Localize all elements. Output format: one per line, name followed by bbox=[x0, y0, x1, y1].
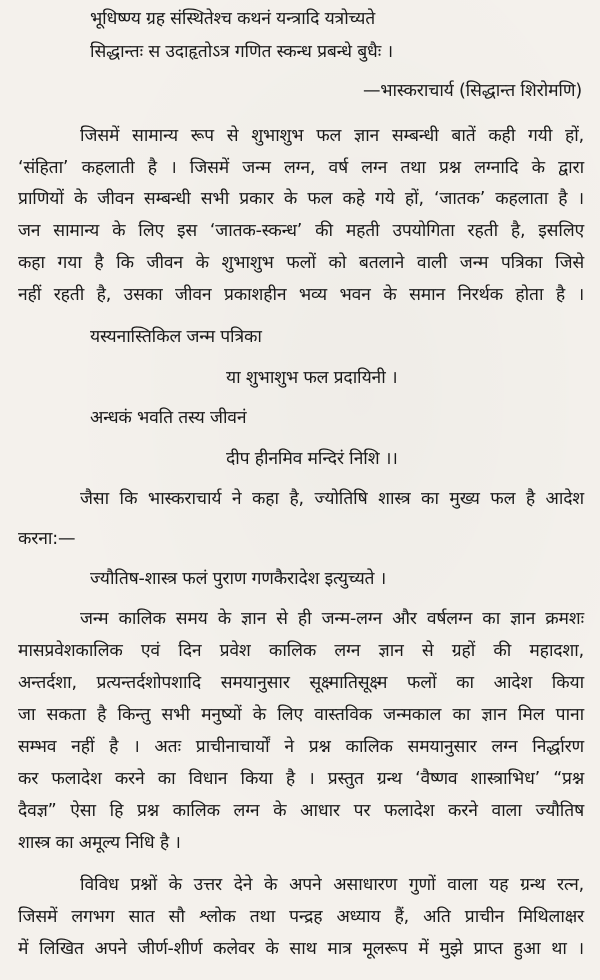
paragraph-3-line-5: सम्भव नहीं है । अतः प्राचीनाचार्यों ने प्रश्न कालिक समयानुसार लग्न निर्द्धारण bbox=[18, 737, 584, 757]
paragraph-4-line-3: में लिखित अपने जीर्ण-शीर्ण कलेवर के साथ मात्र मूलरूप में मुझे प्राप्त हुआ था । bbox=[18, 939, 584, 959]
paragraph-1-line-6: नहीं रहती है, उसका जीवन प्रकाशहीन भव्य भवन के समान निरर्थक होता है । bbox=[18, 285, 584, 305]
paragraph-3-line-2: मासप्रवेशकालिक एवं दिन प्रवेश कालिक लग्न ज्ञान से ग्रहों की महादशा, bbox=[18, 641, 584, 661]
opening-verse-line-1: भूधिष्ण्य ग्रह संस्थितेश्च कथनं यन्त्रादि यत्रोच्यते bbox=[90, 9, 375, 29]
second-verse-line-3: अन्धकं भवति तस्य जीवनं bbox=[90, 408, 247, 428]
paragraph-2-line-2: करना:— bbox=[18, 529, 76, 549]
paragraph-1-line-2: ‘संहिता’ कहलाती है । जिसमें जन्म लग्न, वर्ष लग्न तथा प्रश्न लग्नादि के द्वारा bbox=[18, 158, 584, 178]
second-verse-line-1: यस्यनास्तिकिल जन्म पत्रिका bbox=[90, 327, 262, 347]
paragraph-1-line-1: जिसमें सामान्य रूप से शुभाशुभ फल ज्ञान सम्बन्धी बातें कही गयी हों, bbox=[80, 126, 584, 146]
paragraph-3-line-6: कर फलादेश करने का विधान किया है । प्रस्तुत ग्रन्थ ‘वैष्णव शास्त्राभिध’ “प्रश्न bbox=[18, 769, 584, 789]
paragraph-2-line-1: जैसा कि भास्कराचार्य ने कहा है, ज्योतिषि शास्त्र का मुख्य फल है आदेश bbox=[80, 489, 584, 509]
verse-attribution: —भास्कराचार्य (सिद्धान्त शिरोमणि) bbox=[362, 81, 582, 101]
paragraph-3-line-4: जा सकता है किन्तु सभी मनुष्यों के लिए वास्तविक जन्मकाल का ज्ञान मिल पाना bbox=[18, 705, 584, 725]
paragraph-1-line-3: प्राणियों के जीवन सम्बन्धी सभी प्रकार के फल कहे गये हों, ‘जातक’ कहलाता है । bbox=[18, 189, 584, 209]
quoted-verse: ज्यौतिष-शास्त्र फलं पुराण गणकैरादेश इत्युच्यते । bbox=[90, 569, 387, 589]
paragraph-3-line-3: अन्तर्दशा, प्रत्यन्तर्दशोपशादि समयानुसार सूक्ष्मातिसूक्ष्म फलों का आदेश किया bbox=[18, 673, 584, 693]
paragraph-3-line-1: जन्म कालिक समय के ज्ञान से ही जन्म-लग्न और वर्षलग्न का ज्ञान क्रमशः bbox=[80, 609, 584, 629]
paragraph-1-line-5: कहा गया है कि जीवन के शुभाशुभ फलों को बतलाने वाली जन्म पत्रिका जिसे bbox=[18, 253, 584, 273]
second-verse-line-2: या शुभाशुभ फल प्रदायिनी । bbox=[226, 368, 398, 388]
paragraph-4-line-2: जिसमें लगभग सात सौ श्लोक तथा पन्द्रह अध्याय हैं, अति प्राचीन मिथिलाक्षर bbox=[18, 907, 584, 927]
paragraph-1-line-4: जन सामान्य के लिए इस ‘जातक-स्कन्ध’ की महती उपयोगिता रहती है, इसलिए bbox=[18, 221, 584, 241]
paragraph-4-line-1: विविध प्रश्नों के उत्तर देने के अपने असाधारण गुणों वाला यह ग्रन्थ रत्न, bbox=[80, 875, 584, 895]
second-verse-line-4: दीप हीनमिव मन्दिरं निशि ।। bbox=[226, 449, 398, 469]
opening-verse-line-2: सिद्धान्तः स उदाहृतोऽत्र गणित स्कन्ध प्रबन्धे बुधैः । bbox=[90, 42, 393, 62]
paragraph-3-line-7: दैवज्ञ” ऐसा हि प्रश्न कालिक लग्न के आधार पर फलादेश करने वाला ज्यौतिष bbox=[18, 801, 584, 821]
paragraph-3-line-8: शास्त्र का अमूल्य निधि है । bbox=[18, 833, 181, 853]
